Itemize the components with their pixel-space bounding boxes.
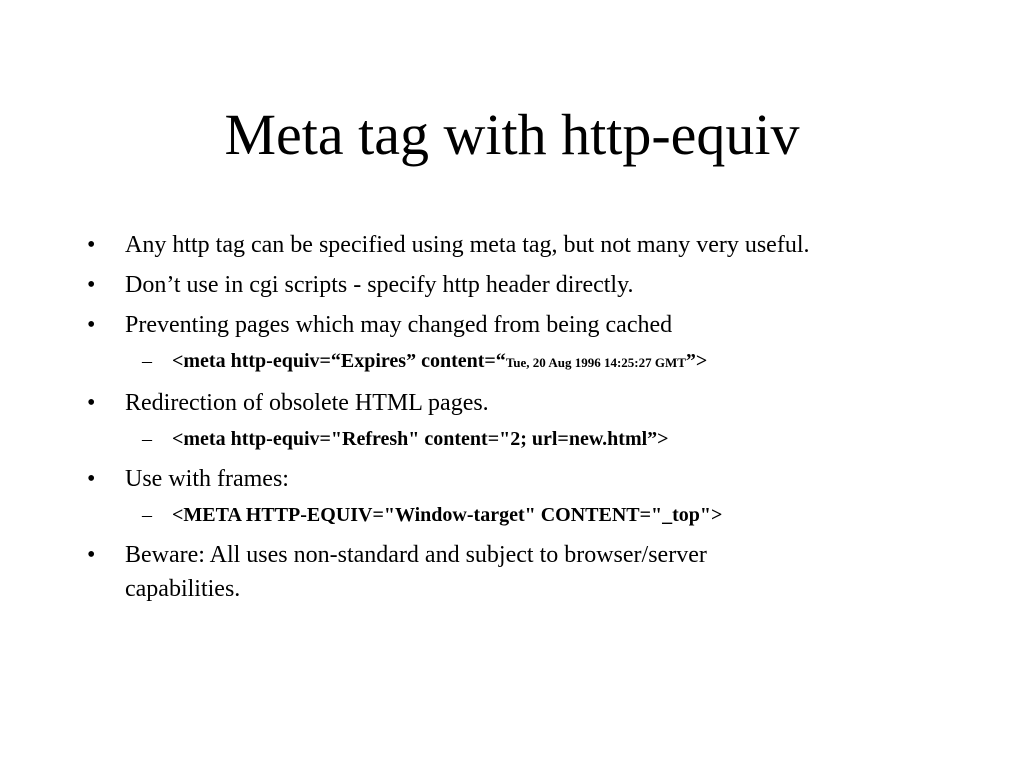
bullet-item xyxy=(0,386,1024,420)
bullet-text: Beware: All uses non-standard and subject to browser/server capabilities. xyxy=(125,542,707,602)
slide-title: Meta tag with http-equiv xyxy=(224,102,800,167)
code-text: <meta http-equiv="Refresh" content="2; url=new.html”> xyxy=(172,428,669,450)
bullet-text: Any http tag can be specified using meta tag, but not many very useful. xyxy=(125,232,810,258)
code-text: <META HTTP-EQUIV="Window-target" CONTENT="_top"> xyxy=(172,504,723,526)
bullet-item xyxy=(0,308,1024,342)
dash-icon: – xyxy=(142,504,152,526)
sub-bullet-item xyxy=(0,424,1024,454)
bullet-icon: • xyxy=(87,312,96,338)
bullet-text: Redirection of obsolete HTML pages. xyxy=(125,390,489,416)
bullet-item xyxy=(0,268,1024,302)
code-prefix: <meta http-equiv=“Expires” content=“ xyxy=(172,350,506,372)
dash-icon: – xyxy=(142,350,152,372)
bullet-text: Preventing pages which may changed from being cached xyxy=(125,312,673,338)
code-suffix: ”> xyxy=(685,350,708,372)
bullet-item xyxy=(0,228,1024,262)
sub-bullet-item xyxy=(0,500,1024,530)
bullet-icon: • xyxy=(87,390,96,416)
bullet-item xyxy=(0,538,825,606)
bullet-icon: • xyxy=(87,542,96,568)
sub-bullet-item xyxy=(0,346,1024,378)
bullet-icon: • xyxy=(87,272,96,298)
bullet-icon: • xyxy=(87,232,96,258)
bullet-item xyxy=(0,462,1024,496)
bullet-text: Don’t use in cgi scripts - specify http header directly. xyxy=(125,272,634,298)
code-date: Tue, 20 Aug 1996 14:25:27 GMT xyxy=(505,355,686,370)
bullet-text: Use with frames: xyxy=(125,466,289,492)
slide-content xyxy=(0,228,1024,612)
dash-icon: – xyxy=(142,428,152,450)
bullet-icon: • xyxy=(87,466,96,492)
